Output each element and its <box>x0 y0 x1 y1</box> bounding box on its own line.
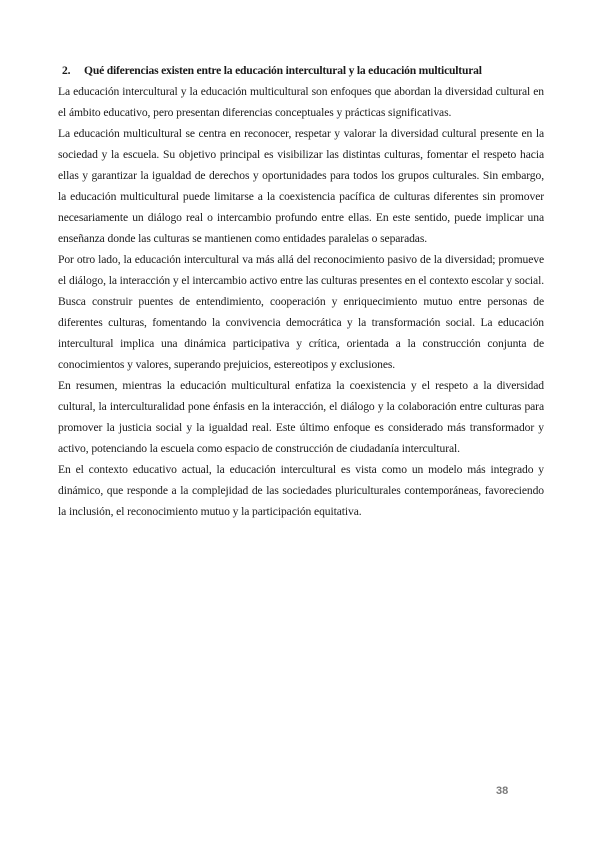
page-content <box>58 60 544 522</box>
paragraph-intro: La educación intercultural y la educación multicultural son enfoques que abordan la diversidad cultural en el ámbito educativo, pero presentan diferencias conceptuales y prácticas significativas. <box>58 85 544 119</box>
page-number: 38 <box>496 785 509 797</box>
section-heading <box>62 60 544 81</box>
section-heading-number: 2. <box>62 64 71 77</box>
section-heading-text: Qué diferencias existen entre la educación intercultural y la educación multicultural <box>84 64 482 77</box>
paragraph-conclusion: En el contexto educativo actual, la educación intercultural es vista como un modelo más integrado y dinámico, que responde a la complejidad de las sociedades pluriculturales contemporáneas, favoreciendo la inclusión, el reconocimiento mutuo y la participación equitativa. <box>58 463 544 518</box>
paragraph-multicultural: La educación multicultural se centra en reconocer, respetar y valorar la diversidad cultural presente en la sociedad y la escuela. Su objetivo principal es visibilizar las distintas culturas, fomentar el respeto hacia ellas y garantizar la igualdad de derechos y oportunidades para todos los grupos culturales. Sin embargo, la educación multicultural puede limitarse a la coexistencia pacífica de culturas diferentes sin promover necesariamente un diálogo real o intercambio profundo entre ellas. En este sentido, puede implicar una enseñanza donde las culturas se mantienen como entidades paralelas o separadas. <box>58 127 544 245</box>
paragraph-intercultural: Por otro lado, la educación intercultural va más allá del reconocimiento pasivo de la diversidad; promueve el diálogo, la interacción y el intercambio activo entre las culturas presentes en el contexto escolar y social. Busca construir puentes de entendimiento, cooperación y enriquecimiento mutuo entre personas de diferentes culturas, fomentando la convivencia democrática y la transformación social. La educación intercultural implica una dinámica participativa y crítica, orientada a la construcción conjunta de conocimientos y valores, superando prejuicios, estereotipos y exclusiones. <box>58 253 544 371</box>
paragraph-summary: En resumen, mientras la educación multicultural enfatiza la coexistencia y el respeto a la diversidad cultural, la interculturalidad pone énfasis en la interacción, el diálogo y la colaboración entre culturas para promover la justicia social y la igualdad real. Este último enfoque es considerado más transformador y activo, potenciando la escuela como espacio de construcción de ciudadanía intercultural. <box>58 379 544 455</box>
